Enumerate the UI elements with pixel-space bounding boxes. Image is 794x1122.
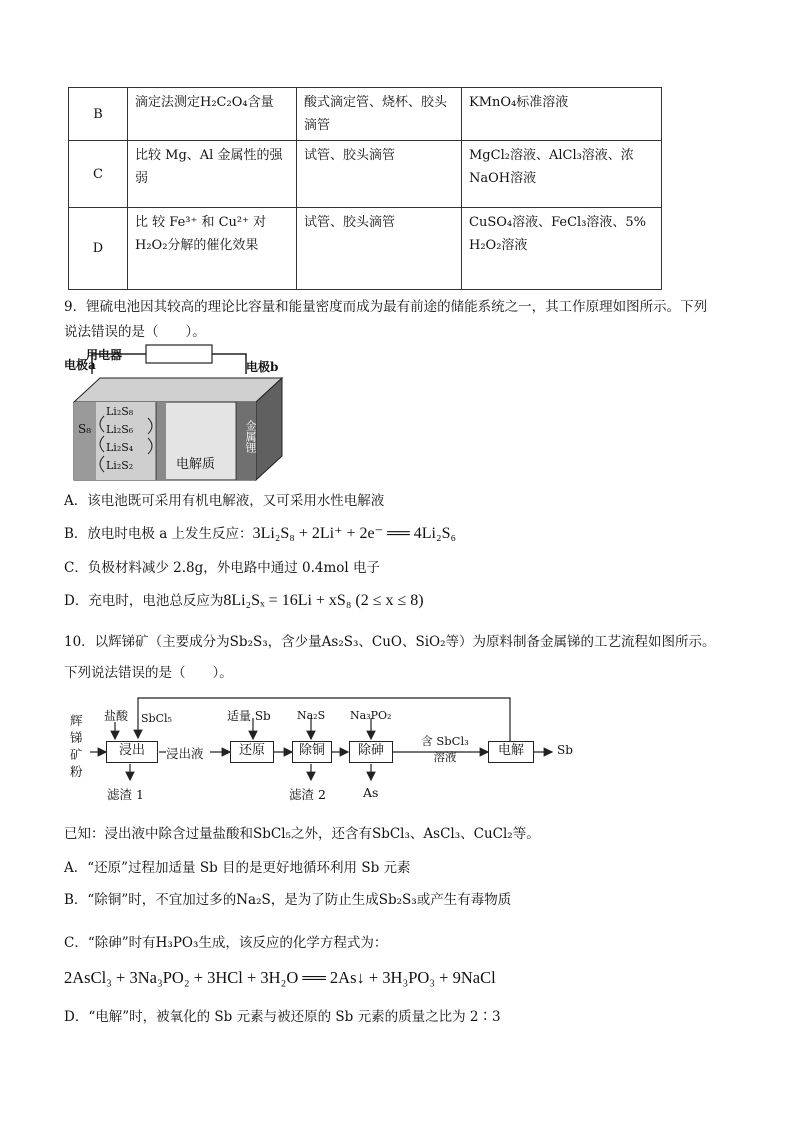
q10-option-a: A．“还原”过程加适量 Sb 目的是更好地循环利用 Sb 元素 xyxy=(64,860,411,876)
leachate-label: 浸出液 xyxy=(166,746,204,761)
raw-material-label: 辉锑矿粉 xyxy=(70,713,83,779)
sbcl3-solution-label: 含 SbCl₃ 溶液 xyxy=(421,734,469,764)
sb-product-label: Sb xyxy=(557,743,573,757)
experiment-cell: 比较 Mg、Al 金属性的强弱 xyxy=(128,141,297,208)
species-label: Li₂S₄ xyxy=(106,441,134,454)
electrolysis-step-box: 电解 xyxy=(488,741,534,763)
table-row xyxy=(69,208,662,290)
device-label: 用电器 xyxy=(86,348,123,362)
q10-known: 已知：浸出液中除含过量盐酸和SbCl₅之外，还含有SbCl₃、AsCl₃、CuCl₂等。 xyxy=(64,826,540,842)
hcl-label: 盐酸 xyxy=(104,709,129,723)
q10-option-c: C．“除砷”时有H₃PO₃生成，该反应的化学方程式为： xyxy=(64,935,388,951)
as-product-label: As xyxy=(363,785,379,800)
q9-option-c: C．负极材料减少 2.8g，外电路中通过 0.4mol 电子 xyxy=(64,560,381,576)
apparatus-cell: 试管、胶头滴管 xyxy=(297,208,462,290)
row-label: D xyxy=(69,208,128,290)
row-label: C xyxy=(69,141,128,208)
reagents-cell: CuSO₄溶液、FeCl₃溶液、5% H₂O₂溶液 xyxy=(462,208,662,290)
q10-option-b: B．“除铜”时，不宜加过多的Na₂S，是为了防止生成Sb₂S₃或产生有毒物质 xyxy=(64,892,512,908)
options-table xyxy=(68,87,662,290)
apparatus-cell: 酸式滴定管、烧杯、胶头滴管 xyxy=(297,88,462,141)
s8-label: S₈ xyxy=(78,422,92,436)
electrode-a-label: 电极a xyxy=(64,358,96,372)
option-d-text: D．充电时，电池总反应为 xyxy=(64,593,224,609)
decu-step-box: 除铜 xyxy=(292,741,332,763)
electrolyte-label: 电解质 xyxy=(176,457,216,472)
q9-option-b xyxy=(64,522,456,543)
q10-stem-line2: 下列说法错误的是（ ）。 xyxy=(64,665,233,681)
experiment-cell: 比 较 Fe³⁺ 和 Cu²⁺ 对 H₂O₂分解的催化效果 xyxy=(128,208,297,290)
species-label: Li₂S₆ xyxy=(106,423,134,436)
sbcl5-label: SbCl₅ xyxy=(141,712,172,725)
q10-option-d: D．“电解”时，被氧化的 Sb 元素与被还原的 Sb 元素的质量之比为 2∶3 xyxy=(64,1009,501,1025)
apparatus-cell: 试管、胶头滴管 xyxy=(297,141,462,208)
q10-stem-line1: 10．以辉锑矿（主要成分为Sb₂S₃，含少量As₂S₃、CuO、SiO₂等）为原料制备金属锑的工艺流程如图所示。 xyxy=(64,634,716,650)
residue1-label: 滤渣 1 xyxy=(107,787,144,802)
row-label: B xyxy=(69,88,128,141)
na3po2-label: Na₃PO₂ xyxy=(350,709,392,722)
q9-option-d xyxy=(64,589,424,610)
q9-stem-line2: 说法错误的是（ ）。 xyxy=(64,324,206,340)
option-b-formula: 3Li₂S₈ + 2Li⁺ + 2e⁻ ══ 4Li₂S₆ xyxy=(252,525,457,542)
electrode-b-label: 电极b xyxy=(246,360,279,374)
table-row xyxy=(69,88,662,141)
deas-step-box: 除砷 xyxy=(349,741,393,763)
q10-option-c-formula: 2AsCl₃ + 3Na₃PO₂ + 3HCl + 3H₂O ══ 2As↓ + 3H₃PO₃ + 9NaCl xyxy=(64,968,496,987)
q9-option-a: A．该电池既可采用有机电解液，又可采用水性电解液 xyxy=(64,493,385,509)
metal-lithium-label: 金属锂 xyxy=(244,420,257,453)
reagents-cell: KMnO₄标准溶液 xyxy=(462,88,662,141)
species-label: Li₂S₂ xyxy=(106,459,134,472)
option-d-formula: 8Li₂Sₓ = 16Li + xS₈ (2 ≤ x ≤ 8) xyxy=(223,592,424,609)
leach-step-box: 浸出 xyxy=(106,741,158,763)
species-label: Li₂S₈ xyxy=(106,405,134,418)
table-row xyxy=(69,141,662,208)
na2s-label: Na₂S xyxy=(297,709,326,722)
sb-reagent-label: 适量 Sb xyxy=(227,709,271,723)
reagents-cell: MgCl₂溶液、AlCl₃溶液、浓NaOH溶液 xyxy=(462,141,662,208)
option-b-text: B．放电时电极 a 上发生反应： xyxy=(64,526,253,542)
residue2-label: 滤渣 2 xyxy=(289,787,326,802)
q9-stem-line1: 9．锂硫电池因其较高的理论比容量和能量密度而成为最有前途的储能系统之一，其工作原理如图所示。下列 xyxy=(64,299,708,315)
reduce-step-box: 还原 xyxy=(230,741,274,763)
experiment-cell: 滴定法测定H₂C₂O₄含量 xyxy=(128,88,297,141)
